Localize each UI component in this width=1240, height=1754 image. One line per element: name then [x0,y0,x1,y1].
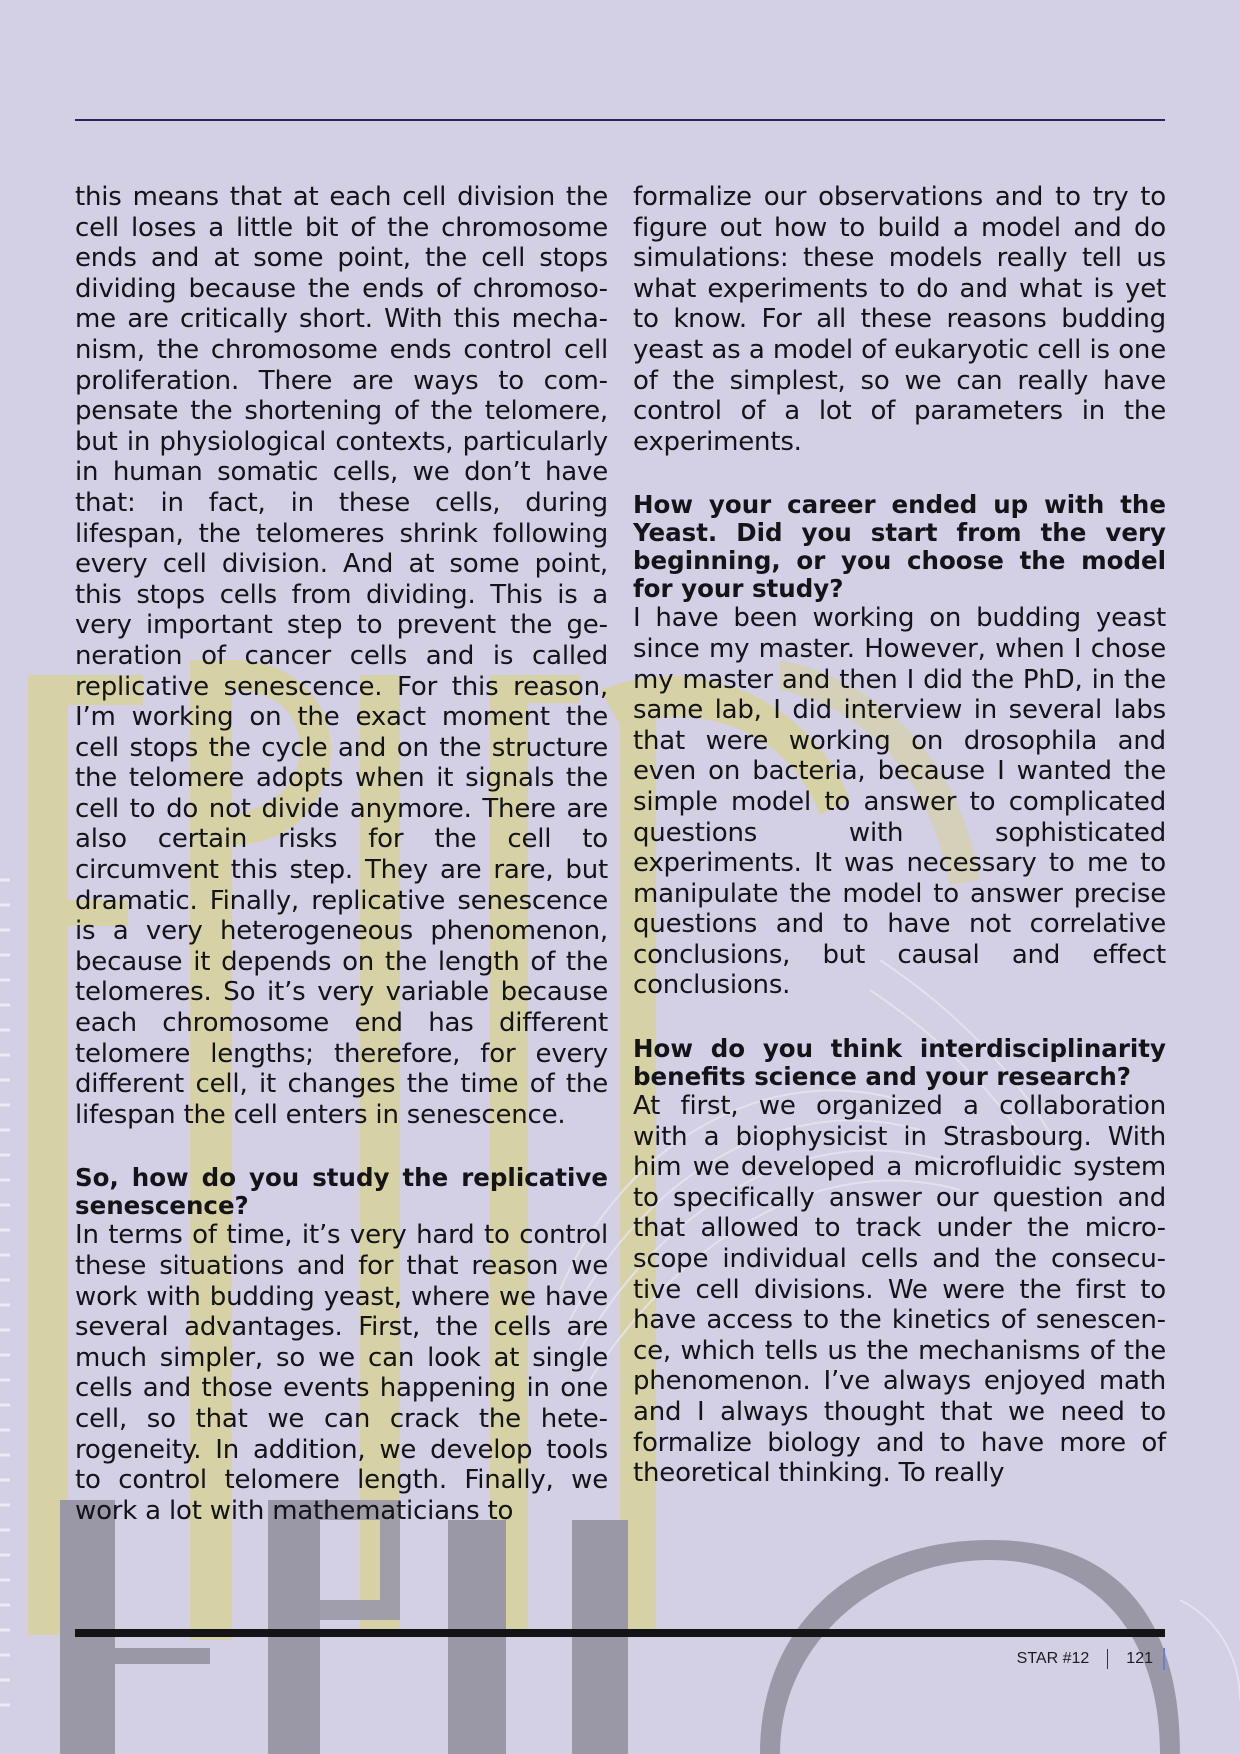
paragraph: I have been working on budding yeast since my master. However, when I chose my master and then I did the PhD, in the same lab, I did interview in several labs that were working on drosophila and even on bacteria, because I wanted the simple model to answer to complicated questions with sophisticated experiments. It was necessary to me to manipulate the model to answer precise questions and to have not correlative conclusions, but causal and effect conclusions. [633,603,1166,1001]
paragraph: this means that at each cell division the cell loses a little bit of the chromosome ends and at some point, the cell stops dividing because the ends of chromosome are critically short. With this mechanism, the chromosome ends control cell proliferation. There are ways to compensate the shortening of the telomere, but in physiological contexts, particularly in human somatic cells, we don’t have that: in fact, in these cells, during lifespan, the telomeres shrink following every cell division. And at some point, this stops cells from dividing. This is a very important step to prevent the generation of cancer cells and is called replicative senescence. For this reason, I’m working on the exact moment the cell stops the cycle and on the structure the telomere adopts when it signals the cell to do not divide anymore. There are also certain risks for the cell to circumvent this step. They are rare, but dramatic. Finally, replicative senescence is a very heterogeneous phenomenon, because it depends on the length of the telomeres. So it’s very variable because each chromosome end has different telomere lengths; therefore, for every different cell, it changes the time of the lifespan the cell enters in senescence. [75,182,608,1130]
paragraph: In terms of time, it’s very hard to control these situations and for that reason we work with budding yeast, where we have several advantages. First, the cells are much simpler, so we can look at single cells and those events happening in one cell, so that we can crack the heterogeneity. In addition, we develop tools to control telomere length. Finally, we work a lot with mathematicians to [75,1220,608,1526]
top-rule [75,119,1165,121]
footer-accent-bar [1163,1648,1165,1670]
article-right-column [633,182,1166,1523]
question-heading: How your career ended up with the Yeast. Did you start from the very beginning, or you choose the model for your study? [633,490,1166,604]
footer-separator [1107,1649,1108,1669]
question-heading: How do you think interdisciplinarity benefits science and your research? [633,1034,1166,1092]
paragraph: formalize our observations and to try to figure out how to build a model and do simulations: these models really tell us what experiments to do and what is yet to know. For all these reasons budding yeast as a model of eukaryotic cell is one of the simplest, so we can really have control of a lot of parameters in the experiments. [633,182,1166,457]
question-heading: So, how do you study the replicative senescence? [75,1163,608,1221]
left-edge-ticks [0,880,10,1705]
page-number: 121 [1126,1650,1153,1667]
page-footer [1017,1648,1165,1670]
paragraph: At first, we organized a collaboration with a biophysicist in Strasbourg. With him we developed a microfluidic system to specifically answer our question and that allowed to track under the microscope individual cells and the consecutive cell divisions. We were the first to have access to the kinetics of senescence, which tells us the mechanisms of the phenomenon. I’ve always enjoyed math and I always thought that we need to formalize biology and to have more of theoretical thinking. To really [633,1091,1166,1489]
bottom-rule [75,1629,1165,1637]
article-left-column [75,182,608,1560]
publication-name: STAR #12 [1016,1650,1090,1667]
